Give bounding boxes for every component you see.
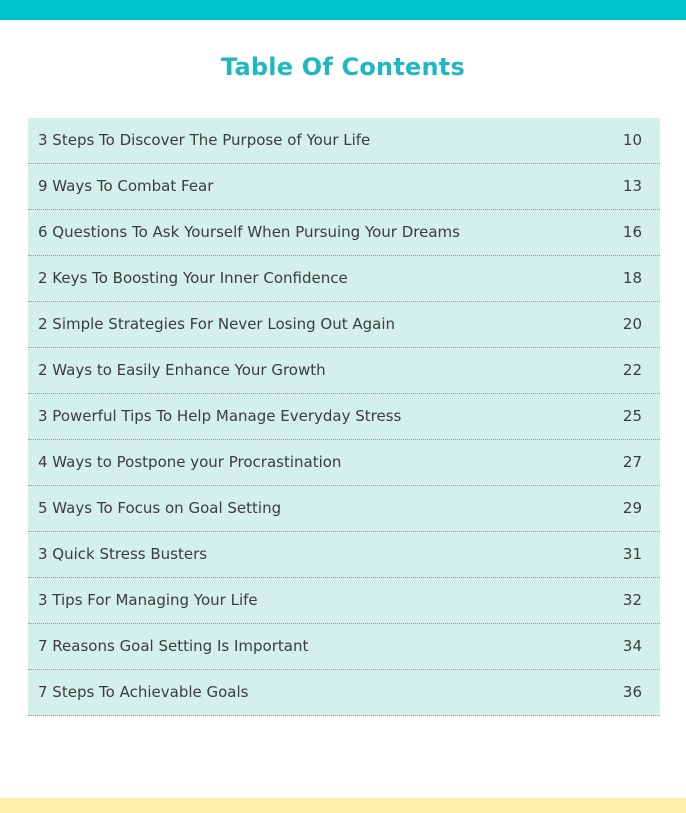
toc-entry-title: 9 Ways To Combat Fear bbox=[38, 177, 214, 195]
toc-entry-page-number: 22 bbox=[622, 361, 642, 379]
toc-entry-title: 3 Powerful Tips To Help Manage Everyday Stress bbox=[38, 407, 402, 425]
toc-entry-title: 7 Reasons Goal Setting Is Important bbox=[38, 637, 309, 655]
toc-entry-title: 2 Simple Strategies For Never Losing Out Again bbox=[38, 315, 396, 333]
toc-entry[interactable] bbox=[28, 670, 660, 716]
toc-entry[interactable] bbox=[28, 164, 660, 210]
toc-entry[interactable] bbox=[28, 578, 660, 624]
toc-entry-page-number: 13 bbox=[622, 177, 642, 195]
toc-entry-title: 2 Keys To Boosting Your Inner Confidence bbox=[38, 269, 348, 287]
toc-entry-page-number: 18 bbox=[622, 269, 642, 287]
toc-entry-page-number: 29 bbox=[622, 499, 642, 517]
toc-entry-title: 4 Ways to Postpone your Procrastination bbox=[38, 453, 342, 471]
toc-entry[interactable] bbox=[28, 486, 660, 532]
toc-entry-page-number: 25 bbox=[622, 407, 642, 425]
toc-entry[interactable] bbox=[28, 118, 660, 164]
toc-entry-page-number: 32 bbox=[622, 591, 642, 609]
toc-entry-page-number: 10 bbox=[622, 131, 642, 149]
toc-entry-page-number: 20 bbox=[622, 315, 642, 333]
toc-entry-title: 3 Quick Stress Busters bbox=[38, 545, 208, 563]
toc-entry-title: 6 Questions To Ask Yourself When Pursuing Your Dreams bbox=[38, 223, 460, 241]
toc-entry[interactable] bbox=[28, 532, 660, 578]
toc-entry-title: 2 Ways to Easily Enhance Your Growth bbox=[38, 361, 326, 379]
toc-entry-page-number: 16 bbox=[622, 223, 642, 241]
toc-entry[interactable] bbox=[28, 394, 660, 440]
toc-entry-page-number: 36 bbox=[622, 683, 642, 701]
top-accent-bar bbox=[0, 0, 686, 20]
bottom-accent-bar bbox=[0, 798, 686, 813]
toc-entry[interactable] bbox=[28, 210, 660, 256]
toc-entry-page-number: 31 bbox=[622, 545, 642, 563]
toc-entry[interactable] bbox=[28, 440, 660, 486]
toc-entry-title: 3 Tips For Managing Your Life bbox=[38, 591, 258, 609]
toc-entry[interactable] bbox=[28, 348, 660, 394]
toc-entry-title: 7 Steps To Achievable Goals bbox=[38, 683, 249, 701]
toc-entry-page-number: 34 bbox=[622, 637, 642, 655]
toc-entry-title: 5 Ways To Focus on Goal Setting bbox=[38, 499, 282, 517]
toc-entry[interactable] bbox=[28, 302, 660, 348]
toc-entry-page-number: 27 bbox=[622, 453, 642, 471]
toc-entry-title: 3 Steps To Discover The Purpose of Your Life bbox=[38, 131, 371, 149]
page-title: Table Of Contents bbox=[221, 53, 465, 81]
toc-entry[interactable] bbox=[28, 256, 660, 302]
table-of-contents bbox=[28, 118, 660, 716]
toc-entry[interactable] bbox=[28, 624, 660, 670]
